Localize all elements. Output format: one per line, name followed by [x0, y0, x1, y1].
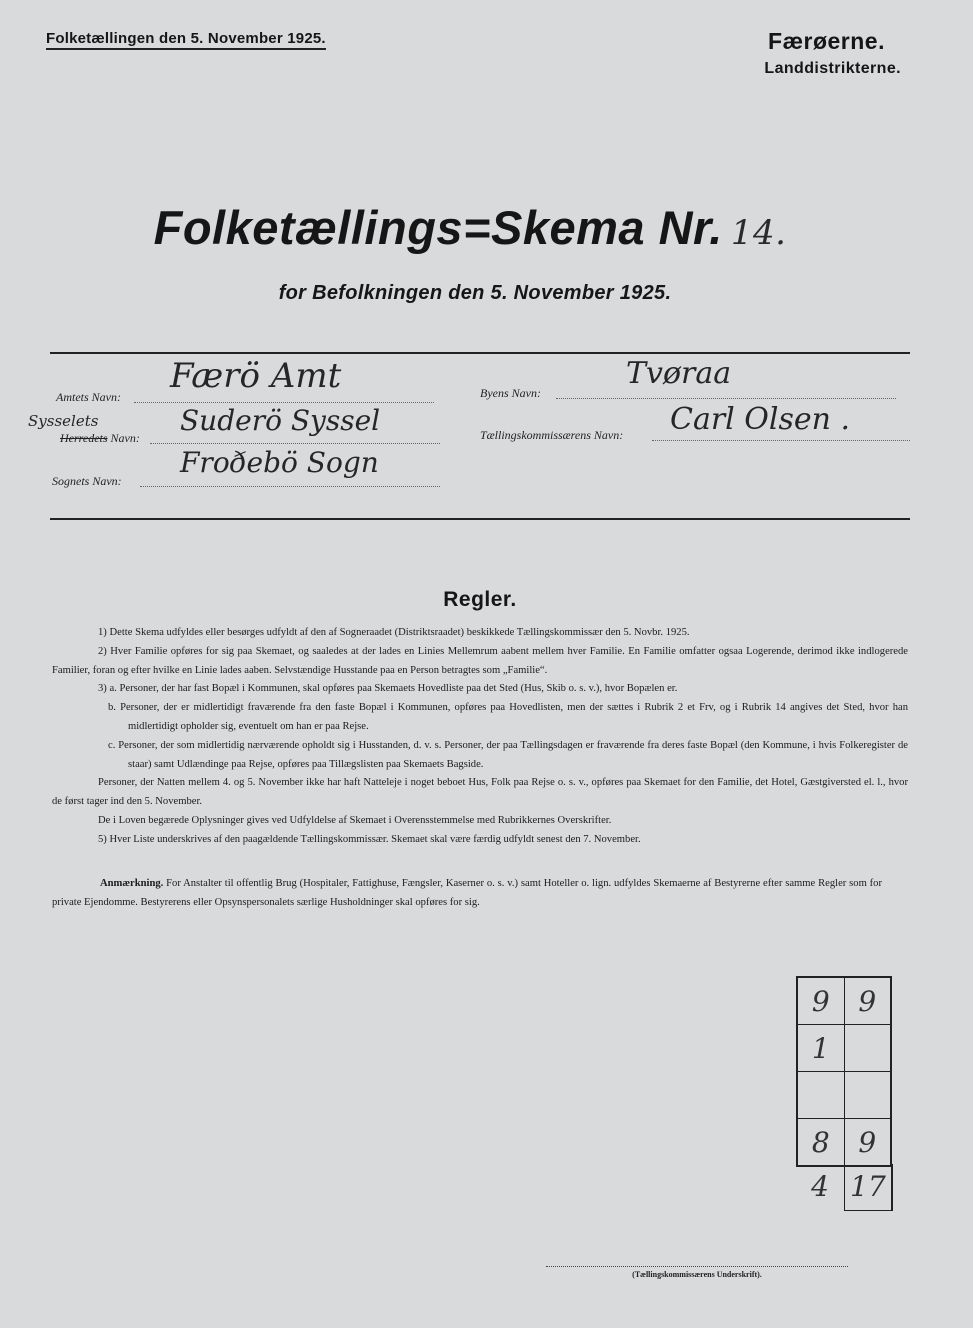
by-value-handwritten: Tvøraa	[626, 356, 732, 391]
rule-2: 2) Hver Familie opføres for sig paa Skemaet, og saaledes at der lades en Linies Mellemrum aabent mellem hver Familie. En Familie omfatter ogsaa Logerende, derimod ikke indlogerede Familier, foran og efter hvilke en Linie lades aaben. Selvstændige Husstande paa en Person betragtes som „Familie“.	[52, 645, 908, 676]
rule-3b: b. Personer, der er midlertidigt fraværende fra den faste Bopæl i Kommunen, opføres paa Hovedlisten, men der sættes i Rubrik 2 et Frv, og i Rubrik 14 angives det Sted, hvor han midlertidigt opholder sig, eventuelt om han er paa Rejse.	[108, 702, 908, 732]
sogn-value-handwritten: Froðebö Sogn	[180, 446, 379, 479]
annotation-note	[52, 874, 882, 912]
top-divider	[50, 352, 910, 354]
form-number-handwritten: 14.	[730, 213, 787, 253]
region-header: Færøerne.	[768, 28, 885, 54]
kommissaer-label: Tællingskommissærens Navn:	[480, 428, 624, 442]
district-type-header: Landdistrikterne.	[764, 60, 901, 77]
kommissaer-dotline	[652, 440, 910, 441]
herred-dotline	[150, 443, 440, 444]
count-cell	[844, 1072, 891, 1119]
form-subtitle: for Befolkningen den 5. November 1925.	[278, 282, 672, 304]
count-total-row	[796, 1164, 892, 1210]
amt-label: Amtets Navn:	[56, 390, 121, 404]
bottom-divider	[50, 518, 910, 520]
rule-4: Personer, der Natten mellem 4. og 5. November ikke har haft Natteleje i noget beboet Hus, Folk paa Rejse o. s. v., opføres paa Skemaet for den Familie, det Hotel, Gæstgiversted el. l., hvor de først tager ind den 5. November.	[52, 777, 908, 808]
count-cell: 1	[797, 1025, 844, 1072]
census-date-header: Folketællingen den 5. November 1925.	[46, 30, 326, 50]
rule-3a: 3) a. Personer, der har fast Bopæl i Kommunen, skal opføres paa Skemaets Hovedliste paa det Sted (Hus, Skib o. s. v.), hvor Bopælen er.	[98, 683, 678, 695]
rule-1: 1) Dette Skema udfyldes eller besørges udfyldt af den af Sogneraadet (Distriktsraadet) beskikkede Tællingskommissær den 5. Novbr. 1925.	[98, 627, 690, 638]
syssel-correction-handwritten: Sysselets	[28, 412, 99, 430]
count-cell: 9	[844, 977, 891, 1025]
rule-3c: c. Personer, der som midlertidig nærværende opholdt sig i Husstanden, d. v. s. Personer, der paa Tællingsdagen er fraværende fra deres faste Bopæl (den Kommune, i hvis Folkeregister de staar) samt Udlændinge paa Rejse, opføres paa Tillægslisten paa Skemaets Bagside.	[108, 739, 908, 770]
sogn-dotline	[140, 486, 440, 487]
by-dotline	[556, 398, 896, 399]
by-label: Byens Navn:	[480, 386, 541, 400]
count-cell: 9	[797, 977, 844, 1025]
count-row	[797, 1072, 891, 1119]
count-cell	[797, 1072, 844, 1119]
signature-caption: (Tællingskommissærens Underskrift).	[632, 1270, 762, 1279]
form-title	[0, 200, 940, 255]
rules-body	[52, 624, 908, 850]
rule-5: 5) Hver Liste underskrives af den paagældende Tællingskommissær. Skemaet skal være færdig udfyldt senest den 7. November.	[98, 833, 641, 845]
count-row	[797, 1119, 891, 1167]
count-total-left: 4	[811, 1170, 829, 1203]
count-row	[797, 977, 891, 1025]
kommissaer-value-handwritten: Carl Olsen .	[670, 402, 851, 437]
count-row	[797, 1025, 891, 1072]
herred-value-handwritten: Suderö Syssel	[180, 404, 381, 437]
form-title-text: Folketællings=Skema Nr.	[153, 201, 723, 254]
sogn-label: Sognets Navn:	[52, 474, 122, 488]
rules-heading: Regler.	[443, 588, 517, 611]
count-box	[796, 976, 892, 1167]
signature-line	[546, 1266, 848, 1267]
count-cell: 8	[797, 1119, 844, 1167]
note-label: Anmærkning.	[100, 878, 164, 889]
amt-value-handwritten: Færö Amt	[170, 356, 342, 396]
count-cell: 9	[844, 1119, 891, 1167]
count-total-right: 17	[844, 1164, 893, 1211]
amt-dotline	[134, 402, 434, 403]
herred-label-text: Navn:	[110, 431, 140, 445]
note-text: For Anstalter til offentlig Brug (Hospitaler, Fattighuse, Fængsler, Kaserner o. s. v.) samt Hoteller o. lign. udfyldes Skemaerne af Bestyrerne efter samme Regler som for private Ejendomme. Bestyrerens eller Opsynspersonalets særlige Husholdninger skal opføres for sig.	[52, 878, 882, 908]
count-cell	[844, 1025, 891, 1072]
rule-4b: De i Loven begærede Oplysninger gives ved Udfyldelse af Skemaet i Overensstemmelse med Rubrikkernes Overskrifter.	[98, 814, 612, 826]
herred-label	[60, 431, 140, 446]
herred-struck-word: Herredets	[60, 431, 108, 445]
